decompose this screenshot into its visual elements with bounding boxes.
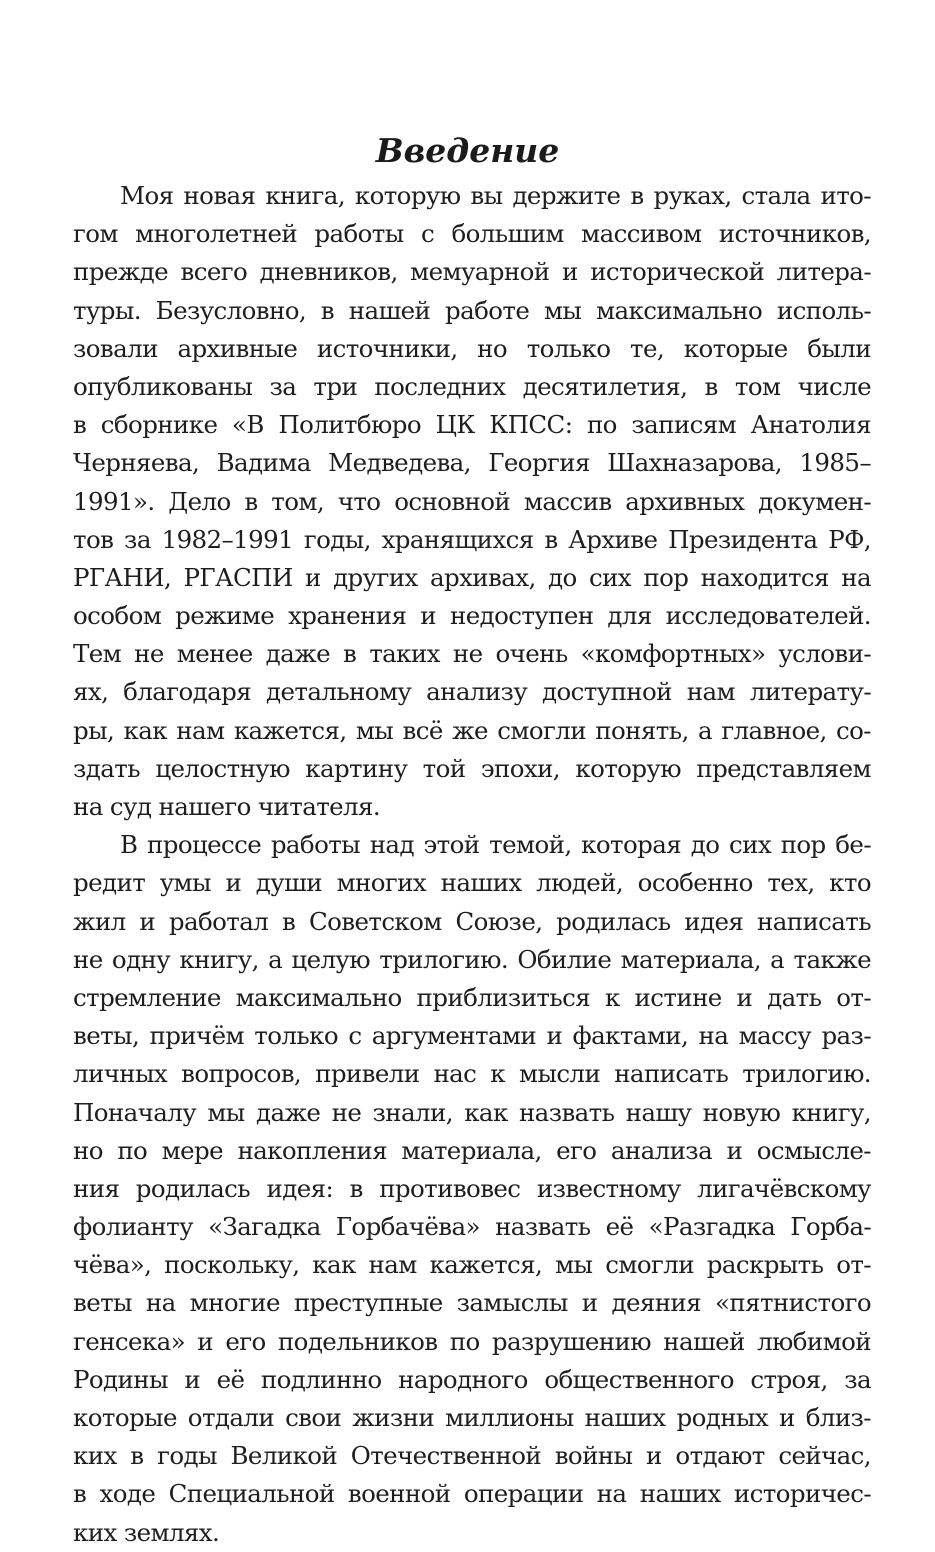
text-line: жил и работал в Советском Союзе, родилась идея написать bbox=[73, 906, 871, 936]
text-line: личных вопросов, привели нас к мысли написать трилогию. bbox=[73, 1059, 871, 1089]
text-line: в сборнике «В Политбюро ЦК КПСС: по записям Анатолия bbox=[73, 410, 871, 440]
text-line: Моя новая книга, которую вы держите в руках, стала ито- bbox=[120, 181, 871, 210]
text-line: зовали архивные источники, но только те, которые были bbox=[73, 333, 871, 363]
paragraph-2 bbox=[73, 826, 871, 1552]
text-line: ния родилась идея: в противовес известному лигачёвскому bbox=[73, 1173, 871, 1203]
text-line: В процессе работы над этой темой, которая до сих пор бе- bbox=[120, 830, 871, 860]
text-line: генсека» и его подельников по разрушению нашей любимой bbox=[73, 1326, 871, 1356]
text-line: здать целостную картину той эпохи, которую представляем bbox=[73, 753, 871, 783]
text-line: фолианту «Загадка Горбачёва» назвать её «Разгадка Горба- bbox=[73, 1212, 871, 1242]
text-line: 1991». Дело в том, что основной массив архивных докумен- bbox=[73, 486, 871, 516]
text-line: на суд нашего читателя. bbox=[73, 792, 381, 821]
text-line: ких землях. bbox=[73, 1517, 220, 1547]
text-line: стремление максимально приблизиться к истине и дать от- bbox=[73, 982, 871, 1012]
text-line: редит умы и души многих наших людей, особенно тех, кто bbox=[73, 868, 871, 898]
text-line: тов за 1982–1991 годы, хранящихся в Архиве Президента РФ, bbox=[73, 524, 871, 554]
text-line: в ходе Специальной военной операции на наших историчес- bbox=[73, 1479, 871, 1509]
text-line: но по мере накопления материала, его анализа и осмысле- bbox=[73, 1135, 871, 1165]
text-line: Родины и её подлинно народного общественного строя, за bbox=[73, 1364, 871, 1394]
text-line: Черняева, Вадима Медведева, Георгия Шахназарова, 1985– bbox=[73, 448, 871, 478]
text-line: Поначалу мы даже не знали, как назвать нашу новую книгу, bbox=[73, 1097, 871, 1127]
text-line: ях, благодаря детальному анализу доступной нам литерату- bbox=[73, 677, 871, 707]
paragraph-1 bbox=[73, 177, 871, 826]
text-line: гом многолетней работы с большим массивом источников, bbox=[73, 219, 871, 249]
text-line: опубликованы за три последних десятилетия, в том числе bbox=[73, 371, 871, 401]
text-line: не одну книгу, а целую трилогию. Обилие материала, а также bbox=[73, 944, 871, 974]
text-line: туры. Безусловно, в нашей работе мы максимально исполь- bbox=[73, 295, 871, 325]
text-line: ких в годы Великой Отечественной войны и отдают сейчас, bbox=[73, 1441, 871, 1471]
text-line: Тем не менее даже в таких не очень «комфортных» услови- bbox=[73, 639, 871, 669]
text-line: ры, как нам кажется, мы всё же смогли понять, а главное, со- bbox=[73, 715, 871, 745]
text-line: веты, причём только с аргументами и фактами, на массу раз- bbox=[73, 1021, 871, 1051]
body-text bbox=[73, 177, 871, 1552]
text-line: которые отдали свои жизни миллионы наших родных и близ- bbox=[73, 1403, 871, 1432]
text-line: прежде всего дневников, мемуарной и исторической литера- bbox=[73, 257, 871, 287]
text-line: веты на многие преступные замыслы и деяния «пятнистого bbox=[73, 1288, 871, 1318]
text-line: чёва», поскольку, как нам кажется, мы смогли раскрыть от- bbox=[73, 1250, 871, 1280]
text-line: особом режиме хранения и недоступен для исследователей. bbox=[73, 601, 871, 631]
chapter-title: Введение bbox=[375, 131, 560, 170]
text-line: РГАНИ, РГАСПИ и других архивах, до сих пор находится на bbox=[73, 562, 871, 592]
